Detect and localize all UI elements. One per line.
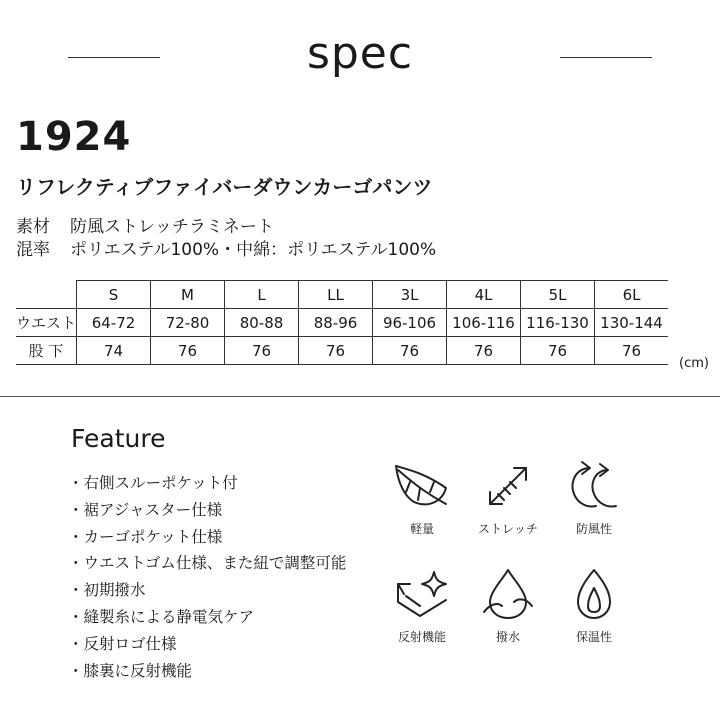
icon-heat-retention (554, 566, 634, 645)
waist-value: 116-130 (521, 309, 595, 337)
waist-value: 80-88 (225, 309, 299, 337)
waist-value: 64-72 (77, 309, 151, 337)
unit-label: (cm) (679, 356, 709, 371)
reflect-icon (390, 566, 454, 622)
size-m: M (151, 281, 225, 309)
icon-label: 反射機能 (397, 630, 446, 644)
inseam-value: 76 (521, 337, 595, 365)
wind-icon (562, 458, 626, 514)
feature-item: ・縫製糸による静電気ケア (68, 607, 255, 626)
inseam-value: 76 (595, 337, 669, 365)
waist-row (16, 309, 668, 337)
icon-windproof (554, 458, 634, 537)
inseam-value: 76 (299, 337, 373, 365)
inseam-value: 76 (151, 337, 225, 365)
icon-label: 軽量 (409, 522, 434, 536)
inseam-value: 76 (447, 337, 521, 365)
table-corner (16, 281, 77, 309)
size-s: S (77, 281, 151, 309)
size-6l: 6L (595, 281, 669, 309)
waist-value: 96-106 (373, 309, 447, 337)
icon-label: 保温性 (575, 630, 612, 644)
size-header-row (16, 281, 668, 309)
size-ll: LL (299, 281, 373, 309)
inseam-row (16, 337, 668, 365)
waist-value: 88-96 (299, 309, 373, 337)
icon-lightweight (382, 458, 462, 537)
icon-label: 撥水 (495, 630, 520, 644)
product-number: 1924 (16, 114, 132, 160)
feature-item: ・膝裏に反射機能 (68, 661, 193, 680)
inseam-value: 74 (77, 337, 151, 365)
icon-label: ストレッチ (478, 522, 538, 536)
feather-icon (390, 458, 454, 514)
icon-reflective (382, 566, 462, 645)
inseam-value: 76 (225, 337, 299, 365)
flame-icon (562, 566, 626, 622)
size-3l: 3L (373, 281, 447, 309)
feature-item: ・カーゴポケット仕様 (68, 527, 223, 546)
feature-item: ・裾アジャスター仕様 (68, 500, 223, 519)
section-divider (0, 396, 720, 397)
feature-item: ・右側スルーポケット付 (68, 474, 238, 492)
icon-label: 防風性 (575, 522, 612, 536)
blend-row (16, 235, 436, 260)
blend-label: 混率 (16, 240, 50, 260)
size-5l: 5L (521, 281, 595, 309)
material-value: 防風ストレッチラミネート (70, 217, 274, 237)
page-title: spec (306, 28, 414, 79)
feature-item: ・反射ロゴ仕様 (68, 634, 177, 653)
stretch-arrows-icon (476, 458, 540, 514)
material-row (16, 212, 274, 237)
size-4l: 4L (447, 281, 521, 309)
waist-value: 130-144 (595, 309, 669, 337)
blend-value: ポリエステル100%・中綿：ポリエステル100% (70, 240, 437, 260)
inseam-value: 76 (373, 337, 447, 365)
icon-water-repellent (468, 566, 548, 645)
size-l: L (225, 281, 299, 309)
material-label: 素材 (16, 217, 50, 237)
header-rule-right (560, 57, 652, 58)
product-name: リフレクティブファイバーダウンカーゴパンツ (16, 175, 433, 199)
waist-value: 72-80 (151, 309, 225, 337)
feature-item: ・ウエストゴム仕様、また紐で調整可能 (68, 554, 347, 573)
water-drop-icon (476, 566, 540, 622)
inseam-label: 股 下 (16, 337, 77, 365)
size-table (16, 280, 668, 365)
icon-stretch (468, 458, 548, 537)
waist-label: ウエスト (16, 309, 77, 337)
feature-item: ・初期撥水 (68, 581, 146, 600)
waist-value: 106-116 (447, 309, 521, 337)
feature-title: Feature (71, 424, 166, 453)
feature-list (68, 470, 346, 684)
